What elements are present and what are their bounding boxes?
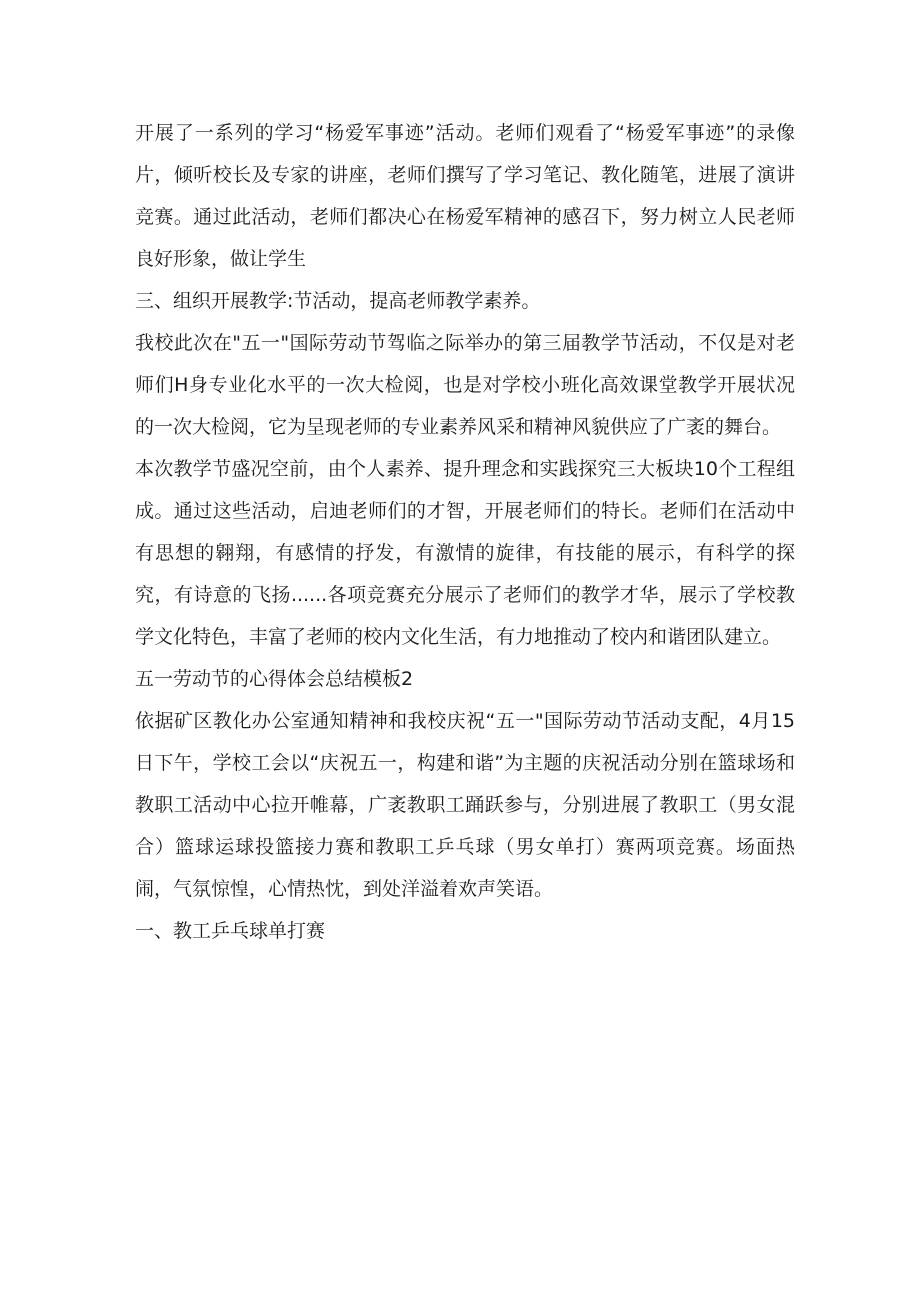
paragraph-third-teaching-festival: 我校此次在"五一"国际劳动节驾临之际举办的第三届教学节活动，不仅是对老师们H身专业化水平的一次大检阅，也是对学校小班化高效课堂教学开展状况的一次大检阅，它为呈现老师的专业素养风采和精神风貌供应了广袤的舞台。 (135, 332, 795, 438)
document-body (135, 112, 795, 952)
paragraph-festival-projects: 本次教学节盛况空前，由个人素养、提升理念和实践探究三大板块10个工程组成。通过这些活动，启迪老师们的才智，开展老师们的特长。老师们在活动中有思想的翱翔，有感情的抒发，有激情的旋律，有技能的展示，有科学的探究，有诗意的飞扬......各项竞赛充分展示了老师们的教学才华，展示了学校教学文化特色，丰富了老师的校内文化生活，有力地推动了校内和谐团队建立。 (135, 458, 795, 648)
paragraph-yang-aijun-activities: 开展了一系列的学习“杨爱军事迹”活动。老师们观看了“杨爱军事迹”的录像片，倾听校长及专家的讲座，老师们撰写了学习笔记、教化随笔，进展了演讲竞赛。通过此活动，老师们都决心在杨爱军精神的感召下，努力树立人民老师良好形象，做让学生 (135, 122, 795, 270)
section-heading-teaching-festival: 三、组织开展教学:节活动，提高老师教学素养。 (135, 290, 541, 312)
section-heading-table-tennis: 一、教工乒乓球单打赛 (135, 920, 326, 942)
template-title-2: 五一劳动节的心得体会总结模板2 (135, 668, 414, 690)
paragraph-celebration-activities: 依据矿区教化办公室通知精神和我校庆祝“五一"国际劳动节活动支配，4月15日下午，学校工会以“庆祝五一，构建和谐”为主题的庆祝活动分别在篮球场和教职工活动中心拉开帷幕，广袤教职工踊跃参与，分别进展了教职工（男女混合）篮球运球投篮接力赛和教职工乒乓球（男女单打）赛两项竞赛。场面热闹，气氛惊惶，心情热忱，到处洋溢着欢声笑语。 (135, 710, 795, 900)
